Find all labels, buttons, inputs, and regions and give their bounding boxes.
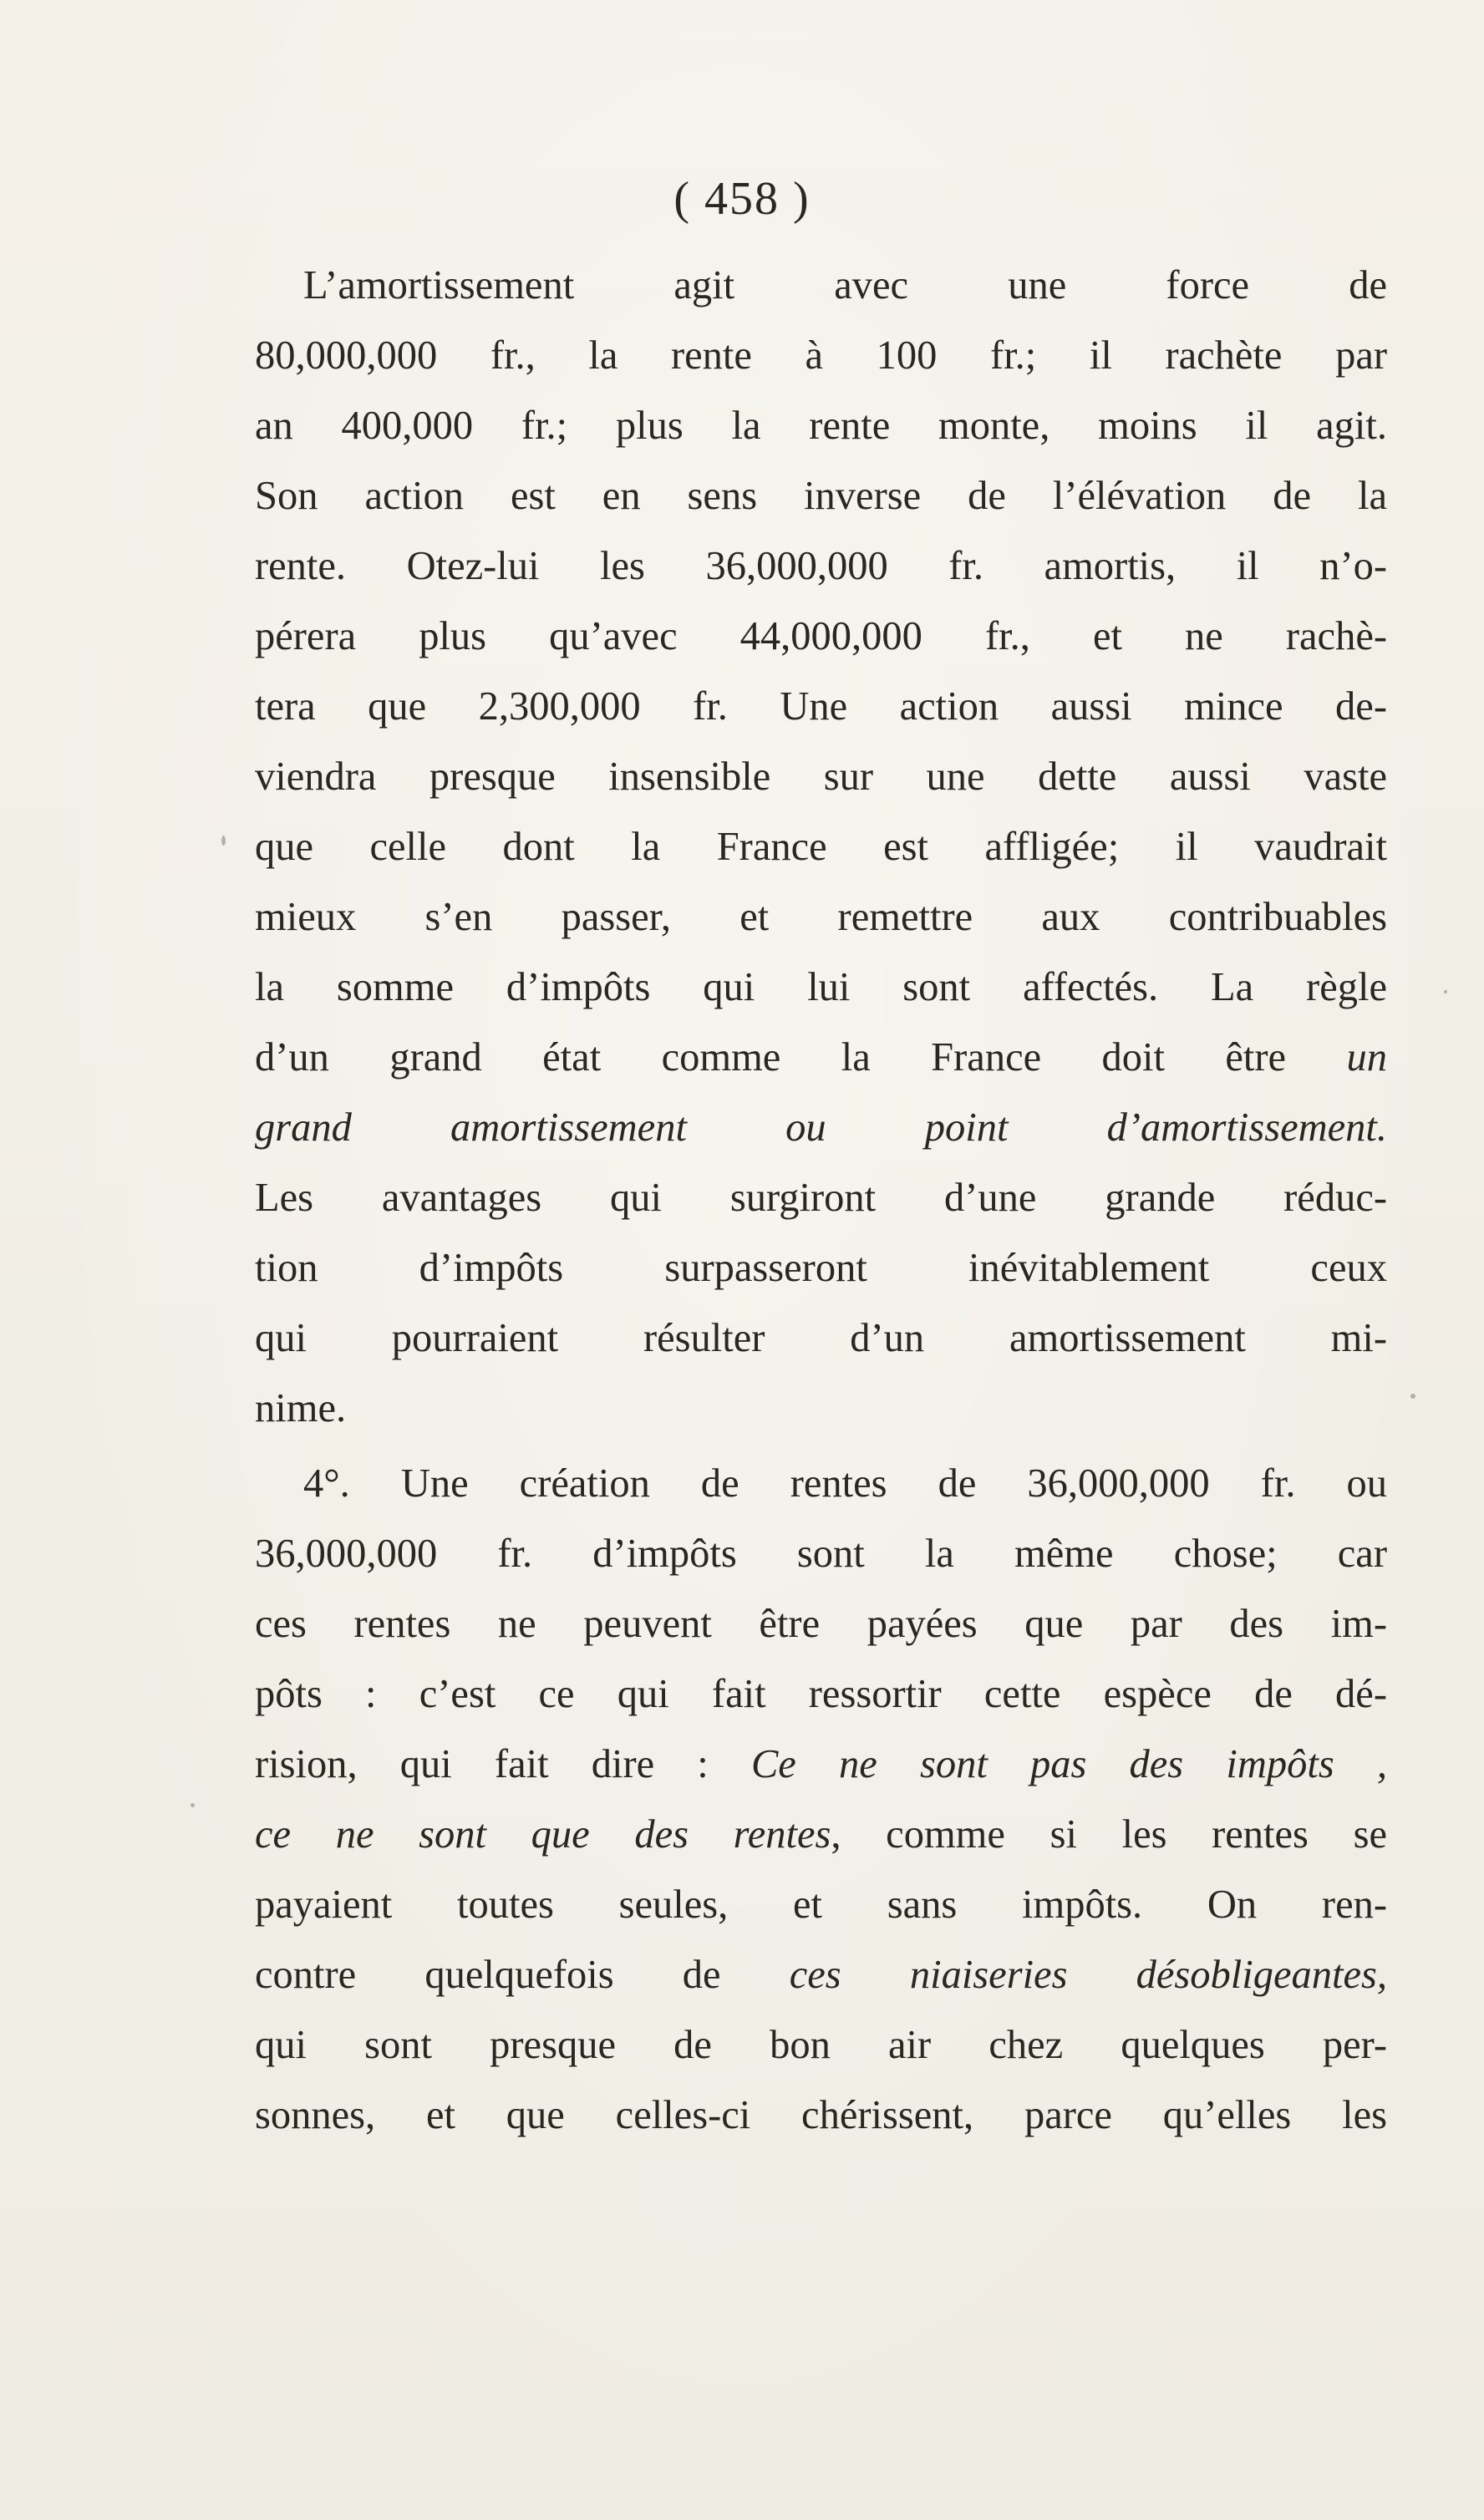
paper-speck bbox=[1410, 1394, 1415, 1399]
text-line bbox=[255, 2081, 1387, 2151]
page-number: ( 458 ) bbox=[673, 173, 811, 225]
text-line bbox=[255, 321, 1387, 391]
text-segment: tera que 2,300,000 fr. Une action aussi mince de- bbox=[255, 684, 1387, 729]
text-line bbox=[255, 1023, 1387, 1093]
text-line bbox=[255, 1730, 1387, 1800]
paper-speck bbox=[221, 836, 226, 846]
italic-text: ces niaiseries désobligeantes, bbox=[789, 1953, 1387, 1997]
text-line bbox=[255, 953, 1387, 1023]
text-line bbox=[255, 1303, 1387, 1374]
text-segment: ces rentes ne peuvent être payées que par des im- bbox=[255, 1602, 1387, 1646]
text-segment: an 400,000 fr.; plus la rente monte, moins il agit. bbox=[255, 404, 1387, 448]
text-line bbox=[255, 882, 1387, 953]
text-line bbox=[255, 461, 1387, 531]
text-segment: , comme si les rentes se bbox=[831, 1812, 1387, 1857]
paper-speck bbox=[1444, 990, 1447, 993]
text-segment: 4°. Une création de rentes de 36,000,000 fr. ou bbox=[303, 1461, 1387, 1506]
text-line bbox=[255, 1093, 1387, 1163]
text-segment: rente. Otez-lui les 36,000,000 fr. amortis, il n’o- bbox=[255, 544, 1387, 588]
text-line bbox=[255, 251, 1387, 321]
text-segment: contre quelquefois de bbox=[255, 1953, 790, 1997]
text-segment: L’amortissement agit avec une force de bbox=[303, 263, 1387, 307]
text-segment: mieux s’en passer, et remettre aux contribuables bbox=[255, 895, 1387, 939]
text-line bbox=[255, 1374, 1387, 1444]
text-line bbox=[255, 2010, 1387, 2081]
text-segment: qui sont presque de bon air chez quelques per- bbox=[255, 2023, 1387, 2067]
text-segment: la somme d’impôts qui lui sont affectés. La règle bbox=[255, 965, 1387, 1009]
text-segment: pérera plus qu’avec 44,000,000 fr., et ne rachè- bbox=[255, 614, 1387, 658]
text-segment: qui pourraient résulter d’un amortissement mi- bbox=[255, 1316, 1387, 1360]
text-line bbox=[255, 1800, 1387, 1870]
text-segment: payaient toutes seules, et sans impôts. On ren- bbox=[255, 1882, 1387, 1927]
text-segment: Son action est en sens inverse de l’élévation de la bbox=[255, 474, 1387, 518]
text-segment: que celle dont la France est affligée; il vaudrait bbox=[255, 825, 1387, 869]
text-line bbox=[255, 1233, 1387, 1303]
text-line bbox=[255, 1163, 1387, 1233]
text-segment: 36,000,000 fr. d’impôts sont la même chose; car bbox=[255, 1532, 1387, 1576]
paper-speck bbox=[191, 1803, 195, 1807]
text-segment: pôts : c’est ce qui fait ressortir cette espèce de dé- bbox=[255, 1672, 1387, 1716]
text-segment: Les avantages qui surgiront d’une grande réduc- bbox=[255, 1176, 1387, 1220]
text-segment: d’un grand état comme la France doit être bbox=[255, 1035, 1347, 1080]
text-segment: nime. bbox=[255, 1386, 347, 1430]
text-segment: sonnes, et que celles-ci chérissent, parce qu’elles les bbox=[255, 2093, 1387, 2137]
text-segment: 80,000,000 fr., la rente à 100 fr.; il rachète par bbox=[255, 333, 1387, 378]
text-line bbox=[255, 1870, 1387, 1940]
body-text bbox=[255, 251, 1387, 2151]
italic-text: un bbox=[1346, 1035, 1387, 1080]
italic-text: Ce ne sont pas des impôts , bbox=[750, 1742, 1387, 1786]
italic-text: grand amortissement ou point d’amortissement. bbox=[255, 1105, 1387, 1150]
text-segment: viendra presque insensible sur une dette aussi vaste bbox=[255, 754, 1387, 799]
text-line bbox=[255, 531, 1387, 602]
text-line bbox=[255, 672, 1387, 742]
text-line bbox=[255, 742, 1387, 812]
text-segment: rision, qui fait dire : bbox=[255, 1742, 751, 1786]
text-line bbox=[255, 1449, 1387, 1519]
italic-text: ce ne sont que des rentes bbox=[255, 1812, 831, 1857]
text-line bbox=[255, 1519, 1387, 1589]
text-line bbox=[255, 812, 1387, 882]
text-line bbox=[255, 391, 1387, 461]
text-line bbox=[255, 602, 1387, 672]
text-segment: tion d’impôts surpasseront inévitablement ceux bbox=[255, 1246, 1387, 1290]
text-line bbox=[255, 1589, 1387, 1659]
text-line bbox=[255, 1659, 1387, 1730]
text-line bbox=[255, 1940, 1387, 2010]
